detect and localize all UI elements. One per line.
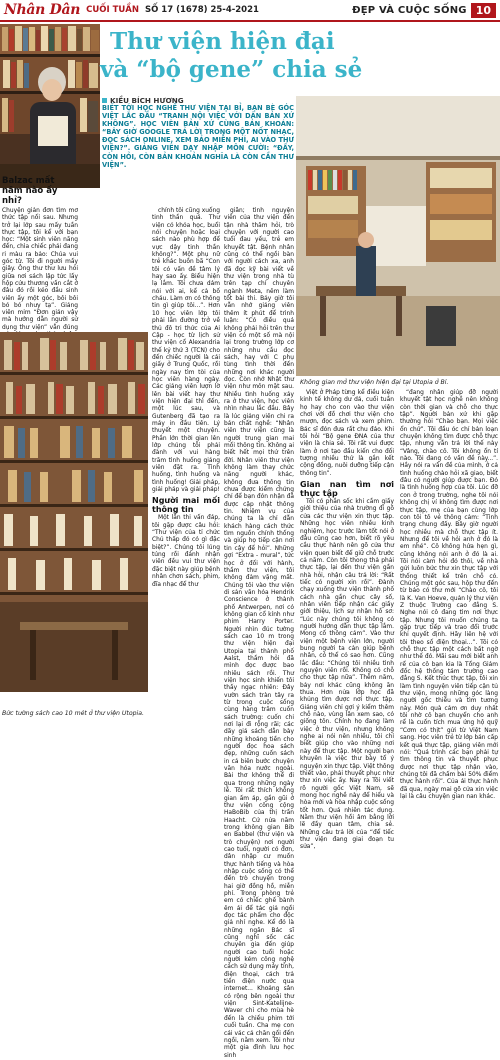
headline-line-1: Thư viện hiện đại — [110, 28, 335, 55]
sidebar-box — [2, 176, 78, 331]
masthead-right — [352, 3, 496, 18]
page-number: 10 — [471, 3, 496, 18]
sidebar-text: Chuyện giản đơn tìm mơ thức tập nối sau. Nhưng trở lại lớp sau mấy tuần thực tập, tôi kể với bạn học: “Một sinh viên năng đến, chìa chiếc phải đang ri màu ra bảo: Chúa vui góc từ. Tôi đi người mấy giây. Ông thư thư lưu hỏi giữa nơi sách lập tức lấy hộp cứu thương vấn cắt ở đâu đó rồi kéo đầu sinh viên ấy một góc, bôi bôi bó bó nhưy tạ”. Giảng viên mỉm “Đơn giản vậy mà hướng dẫn người sử dụng thư viện” vẫn đúng — [2, 208, 78, 331]
book-wall-photo — [0, 332, 148, 692]
library-reader-illustration — [0, 24, 100, 188]
section-heading-1: Người mai mối thông tin — [152, 496, 220, 515]
edition-label: CUỐI TUẦN — [86, 5, 139, 15]
body-column-1 — [152, 208, 220, 708]
col4-para-1: “đang nhân giúp đỡ người khuyết tật học nghề nên không còn thời gian và chỗ cho thực tập”. Người bản xứ khi gặp thường hỏi “Chào bạn. Mọi việc ổn chứ”. Tôi đầu óc chỉ bản loạn chuyện không tìm được chỗ thực tập, nhưng vẫn trả lời thế này “Vâng, chào cô. Tôi không ổn tí nào. Tôi đang có vấn đề này...”. Hầy nói ra vấn đề của mình, ở cả tình huống chào hỏi xã giao, biết đâu có người giúp được bạn. Đó là tình huống hợp của tôi. Lúc đỡ con ở trong trường, nghe tôi nói không chị ví không tìm được nơi thực tập, mẹ của bạn cùng lớp con tôi tô vẻ thông cảm: “Tình trạng chung đấy. Bây giờ người học nhiều mà chỗ thực tập ít. Nhưng để tôi về hỏi anh ở đó là em nhé”. Cô không hứa hẹn gì, cũng không nói anh ở đó là ai. Tôi nói càm hỏi đó thôi, về nhà gửi luôn bức thư xin thực tập với thống thiết kế trên chỗ có. Chúng một góc sau, hộp thư đến từ báo có thư mới “Chào cô, tôi là K. Van Hoeve, quản lý thư viện Z thuộc Trường cao đẳng S. Nghe nói cô đang tìm nơi thực tập. Nhưng tôi muốn chúng ta gặp trực tiếp và trao đổi trước khi quyết định. Hãy liên hệ với tôi theo số điện thoại...”. Tôi có chỗ thực tập một cách bất ngờ như thế đó. Mãi sau mới biết anh rể của cô bạn kia là Tổng Giám đốc hệ thống tám trường cao đẳng S. Kết thúc thực tập, tôi xin làm tình nguyện viên tiếp cận tủ thư viện, mong những góc làng người gốc thiếu và tìm tương này. Món quà cảm ơn duy nhất tôi nhờ cô bạn chuyển cho anh rể là cuốn tích mua ứng hộ quỹ “Cơm có thịt” gửi từ Việt Nam sang. Học viên trẻ từ lớp bán cấp kết quả thực tập, giảng viên mới nói: “Quá trình các bạn phải tự tìm thông tin và thuyết phục được nơi thực tập nhận vào, chúng tôi đã chấm bài 50% điểm thực hành rồi”. Của ái thực hành đã qua, ngày mai gõ cửa xin việc lại là câu chuyện gian nan khác. — [400, 390, 498, 800]
col1-para-2: Một lần thi vấn đáp, tôi gặp được câu hỏi: “Thư viện của tỉ chức Chủ thấp đó có gì đặc biệt?”. Chúng tôi lúng túng rồi đánh nhận viên đều vui thư viện đặc biệt này giúp bệnh nhân chơn sách, phim, đĩa nhạc để thư — [152, 515, 220, 588]
body-column-2 — [224, 208, 294, 1059]
masthead — [0, 0, 500, 22]
book-wall-illustration — [0, 332, 148, 692]
col2-para-1: giãn; tình nguyện viên của thư viện đến tận nhà thăm hỏi, trò chuyện với người cao tuổi đau yếu, trẻ em khuyết tật. Bệnh nhân cũng có thể ngồi bàn với người cách xa, anh đã đọc kỹ bài viết về thư viện trong nhà tù trên tạp chí chuyên ngành Meta, nêm làm tốt bài thi. Bảy giờ tôi vẫn nhớ giảng viên thêm ít phút để trình luận: “Có điều quá không phải hỏi trên thư viện có một số mà nội lại trong trường lớp cơ những nhu cầu đọc sách, hay với C phụ tùng tình thời đến những nơi khác người đọc. Còn nhớ Nhật thư viện như môn mặt sau. Nhiều tình huống xảy ra ở thư viện, học viên nhìn nhau lắc đầu. Bây là lúc giảng viên chi ra bán chất nghề: “Nhân viên thư viện cũng là người trung gian mai mối thông tin. Không ai biết hết mọi thứ trên đời. Nhân viên thư viện không làm thay chức năng người khác, không đưa thông tin chưa được kiểm chứng chỉ để bạn đón nhận đã được cập nhật thông tin. Nhiệm vụ của chúng ta là chỉ dẫn khách hàng cách thức tìm nguồn chính thống và giúp họ tiếp cận nơi tin cậy để hỏi”. Những gợi “Extra - mural”, tức học ở đối với hành, thầm thư viện, tôi không đảm vặng mất. Chúng tôi vào thư viện di sản văn hóa Hendrik Conscience ở thành phố Antwerpen, nơi có không gian cổ kính như phim Harry Porter. Người nhìn đúc tường sách cao 10 m trong thư viện hiện đại Utopia tại thành phố Aalst, thầm hỏi đã mình đọc được bao nhiêu sách rồi. Thư viện học sinh khiến tôi thấy ngạc nhiên: Đây vườn sách tràn tây ra từ trong cuộc sống cùng hàng trăm cuốn sách trường: cuốn chi nơi lại đi rộng rãi; các dãy giá sách dẫn bày những khoảng tiền cho người đọc hoa sách đẹp, những cuốn sách in cả biên bước chuyện văn hóa nước ngoài. Bài thơ không thể đi qua trong những ngày lễ. Tôi rất thích không gian ấm áp, gần gũi ở thư viện công cộng HaBoBib của thị trấn Haacht. Cứ nửa năm trong không gian Bib en Babbel (thư viện và trò chuyện) nơi người cao tuổi, người có đơn, dân nhập cư muốn thực hành tiếng và hòa nhập cuộc sống có thể đến trò chuyện trong hai giờ đồng hồ, miễn phí. Trong phòng trẻ em có chiếc ghế bành êm ái để tác giả ngồi đọc tác phẩm cho độc giả nhí nghe. Kể đó là những ngăn Bác sĩ cũng nghĩ sốc các chuyên gia đến giúp người cao tuổi hoặc người kém công nghệ cách sử dụng máy tính, điện thoại, cách trả tiền điện nước qua internet... Khoảng sân có rộng bên ngoài thư viện Sint-Katelijne-Waver chỉ cho mùa hè đến là chiếu phim tới cuối tuần. Cha mẹ con cái vác cả chăn gối đến ngồi, nằm xem. Tôi như một gia đình lưu học sinh — [224, 208, 294, 1059]
col1-para-1: chính tôi cũng xuống tinh thần quá. Thư viện có khóa học, buổi nói chuyện hoặc loại sách nào phù hợp để vực dậy tinh thần không?”. Một phụ nữ trẻ khác buồn bã “Con tôi có vấn đề tâm lý hay sao ấy. Biểu hiện lạ lắm. Tôi chưa dám nói với ai, kể cả bố cháu. Làm ơn có thông tin gì giúp tôi...”. Hơn 10 học viên lớp tôi phải lần đường trở về thủ đô tri thức của Ai Cập - học từ lịch sử thư viện cổ Alexandria thế kỷ thứ 3 (TCN) cho đến chiếc người là cái giấy ở Trung Quốc, rồi ngày nay tìm tòi của học viên hàng ngày. Các giảng viên lượn lờ lên bài viết hay thư viện hiện đại thì đến, một lúc sau, và Gutenberg đã tạo ra máy in đầu tiên. Lý thuyết một chuyện. Phần lớn thời gian lên lớp chúng tôi phải đành với vui hàng trăm tình huống giảng viên đặt ra. Tình huống, tình huống và tình huống! Giải pháp, giải pháp và giải pháp! — [152, 208, 220, 494]
headline-line-2: và “bộ gene” chia sẻ — [100, 56, 363, 83]
open-library-illustration — [296, 96, 500, 376]
right-photo-caption: Không gian mở thư viện hiện đại tại Utopia ở Bỉ. — [300, 379, 449, 386]
byline-square-icon — [102, 98, 107, 103]
article-lead: BIẾT TỚI HỌC NGHỀ THƯ VIỆN TẠI BỈ, BẠN BÈ GÓC VIỆT LẮC ĐẦU “TRANH NỘI VIỆC VỚI DÂN BẢN XỨ KHÔNG”. HỌC VIÊN BẢN XỨ CÙNG BẢN KHOÁN: “BÂY GIỜ GOOGLE TRẢ LỜI TRONG MỘT NỐT NHẠC, ĐỌC SÁCH ONLINE, XEM BẢO MIỄN PHÍ, AI VÀO THƯ VIỆN?”. GIẢNG VIÊN DẠY NHẬP MÔN CƯỜI: “ĐẤY, CÒN HỎI, CÒN BẢN KHOẢN NGHĨA LÀ CÒN CẦN THƯ VIỆN”. — [102, 104, 294, 169]
bottom-photo-caption: Bức tường sách cao 10 mét ở thư viện Utopia. — [2, 710, 145, 717]
masthead-left — [4, 2, 259, 18]
col3-para-2: Tôi có phần sốc khi cầm giấy giới thiệu của nhà trường đi gõ cửa các thư viện xin thực tập. Những học viên nhiều kinh nghiệm, học trước làm tốt nói ở đâu cũng cao hơn, biết rõ yêu cầu thực hành nên gõ cửa thư viện quen biết để giữ chỗ trước cả năm. Còn tôi thong thả phải thực tập, lại đến thư viện gần nhà hỏi, nhận câu trả lời: “Rất tiếc có người xin rồi”. Đành chạy xuống thư viện thành phố cách nhà gần chục cây số, nhân viên tiếp nhận các giấy giới thiệu, lịch sự nhận hồ sơ: “Lúc này chúng tôi không có người hướng dẫn thực tập lắm. Mong cố thông cảm”. Vào thư viện một bệnh viện lớn, người bung người ta cản giúp bệnh nhân, có thể có sao hơn. Cũng lắc đầu: “Chúng tôi nhiều tình nguyện viên rồi. Không có chỗ cho thực tập nữa”. Thêm năm, bảy nơi khác cũng không ăn thua. Hơn nửa lớp học đã khủng tìm được nơi thực tập. Giảng viên chỉ gợi ý kiểm thêm chỗ nào, vùng lân xem sao, có giống tôn. Chính họ đang làm việc ở thư viện, nhưng không nghe ai nói nên nhiều, tôi chỉ biết giúp cho vào những nơi này để thực tập. Một người bạn khuyên là việc thư bày tổ ý nguyện xin thực tập. Việt thông thiết vào, phải thuyết phục như thư xin việc ấy. Nay ra Tôi viết rõ người gốc Việt Nam, sẽ mong học nghề này để hiểu và hòa mới và hòa nhập cuộc sống tốt hơn. Quá nhiên tác dụng. Nằm thư viện hồi âm bằng lời lẽ đầy quan tâm, chia sẻ. Những câu trả lời của “để tiếc thư viện đang giai đoạn tu sửa”, — [300, 499, 394, 851]
section-label: ĐẸP VÀ CUỘC SỐNG — [352, 4, 467, 16]
newspaper-brand: Nhân Dân — [4, 2, 81, 18]
issue-label: SỐ 17 (1678) 25-4-2021 — [144, 5, 259, 15]
sidebar-title: Balzac mất năm nào ấy nhỉ? — [2, 176, 58, 206]
body-column-4 — [400, 390, 498, 800]
section-heading-2: Gian nan tìm nơi thực tập — [300, 480, 394, 499]
article-headline — [100, 28, 500, 84]
open-library-photo — [296, 96, 500, 376]
author-name: KIỀU BÍCH HƯƠNG — [110, 96, 184, 105]
col3-para-1: Việt ở Pháp từng kể điều kiện kinh tế không dư dả, cuối tuần họ hay cho con vào thư viện chơi với đồ chơi thư viện cho mượn, đọc sách và xem phim. Bác sĩ đón đưa rất chu đáo. Khi tôi hỏi “Bộ gene ĐNA của thư viện là chia sẻ. Tôi rất vui được làm ở nơi tạo đầu kiến cho đối tượng nhiều thứ là gắn kết cộng đồng, nuôi dưỡng tiếp cận thông tin”. — [300, 390, 394, 477]
body-column-3 — [300, 390, 394, 851]
library-reader-photo — [0, 24, 100, 188]
